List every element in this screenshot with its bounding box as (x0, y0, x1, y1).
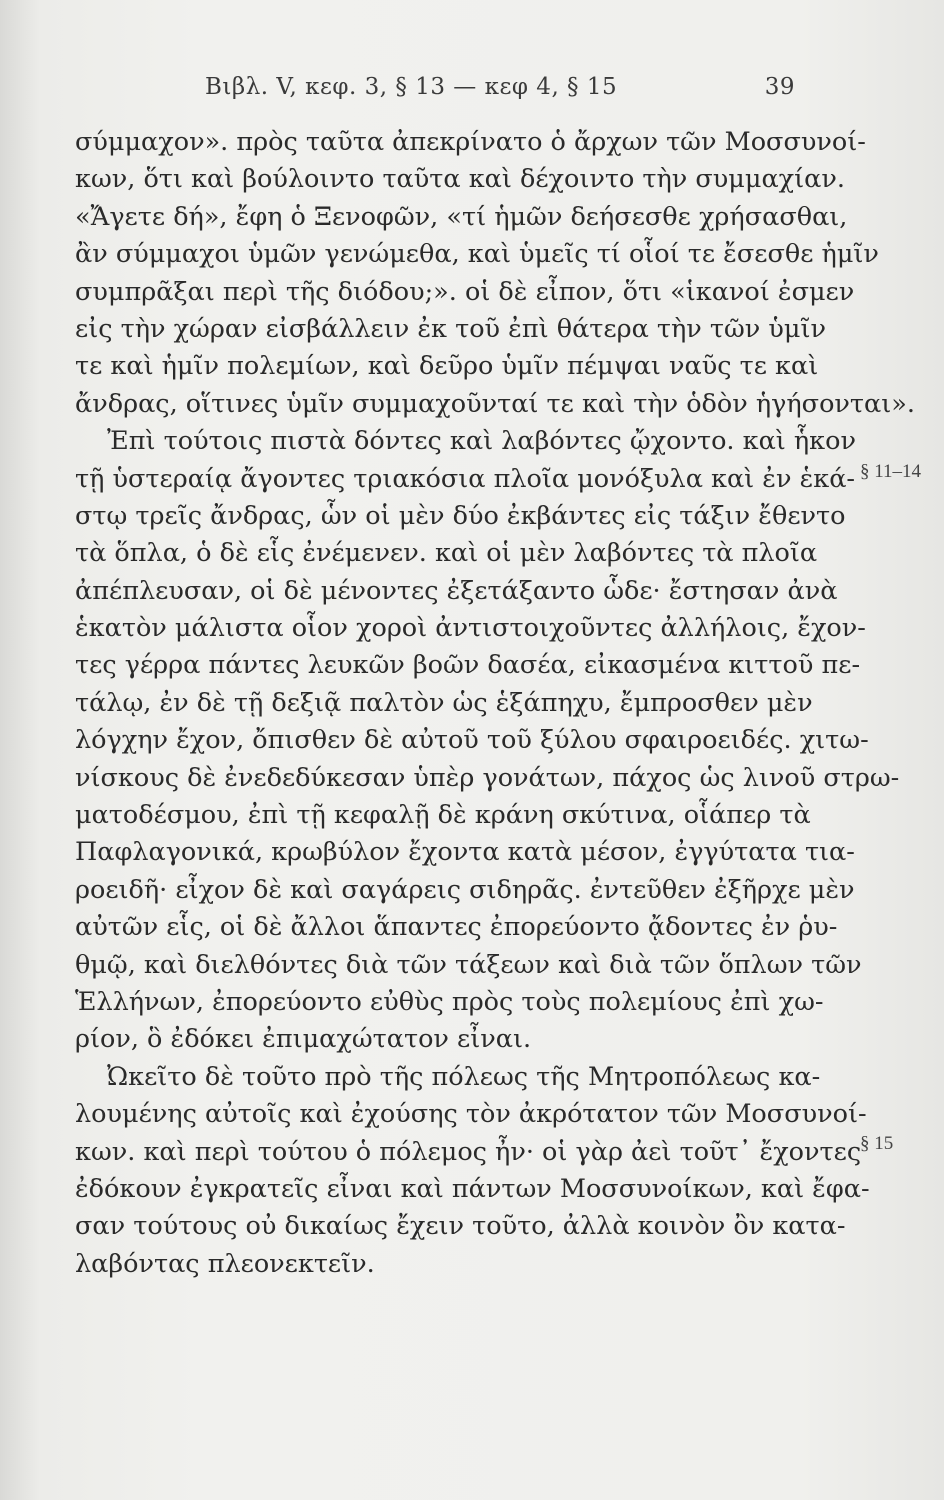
text-line: λαβόντας πλεονεκτεῖν. (75, 1248, 375, 1279)
text-line: ροειδῆ· εἶχον δὲ καὶ σαγάρεις σιδηρᾶς. ἐντεῦθεν ἐξῆρχε μὲν (75, 874, 855, 905)
text-line: λουμένης αὐτοῖς καὶ ἐχούσης τὸν ἀκρότατον τῶν Μοσσυνοί- (75, 1099, 867, 1130)
text-line: τε καὶ ἡμῖν πολεμίων, καὶ δεῦρο ὑμῖν πέμψαι ναῦς τε καὶ (75, 351, 819, 382)
text-line: τῇ ὑστεραίᾳ ἄγοντες τριακόσια πλοῖα μονόξυλα καὶ ἐν ἑκά- (75, 463, 856, 494)
text-line: στῳ τρεῖς ἄνδρας, ὧν οἱ μὲν δύο ἐκβάντες εἰς τάξιν ἔθεντο (75, 500, 846, 531)
text-line: ἀπέπλευσαν, οἱ δὲ μένοντες ἐξετάξαντο ὧδε· ἔστησαν ἀνὰ (75, 575, 838, 606)
running-head: Βιβλ. V, κεφ. 3, § 13 — κεφ 4, § 15 (205, 74, 618, 100)
text-line: ἄνδρας, οἵτινες ὑμῖν συμμαχοῦνταί τε καὶ τὴν ὁδὸν ἡγήσονται». (75, 388, 915, 419)
text-line: κων. καὶ περὶ τούτου ὁ πόλεμος ἦν· οἱ γὰρ ἀεὶ τοῦτ᾽ ἔχοντες (75, 1136, 862, 1167)
text-line: ἐδόκουν ἐγκρατεῖς εἶναι καὶ πάντων Μοσσυνοίκων, καὶ ἔφα- (75, 1173, 870, 1204)
text-line: νίσκους δὲ ἐνεδεδύκεσαν ὑπὲρ γονάτων, πάχος ὡς λινοῦ στρω- (75, 762, 900, 793)
margin-section-note: § 11–14 (860, 461, 922, 482)
text-line: «Ἄγετε δή», ἔφη ὁ Ξενοφῶν, «τί ἡμῶν δεήσεσθε χρήσασθαι, (75, 201, 848, 232)
margin-section-note: § 15 (860, 1133, 894, 1154)
text-line: ρίον, ὃ ἐδόκει ἐπιμαχώτατον εἶναι. (75, 1024, 532, 1055)
text-line: ἑκατὸν μάλιστα οἷον χοροὶ ἀντιστοιχοῦντες ἀλλήλοις, ἔχον- (75, 613, 866, 644)
text-line: λόγχην ἔχον, ὄπισθεν δὲ αὐτοῦ τοῦ ξύλου σφαιροειδές. χιτω- (75, 725, 869, 756)
text-line: τες γέρρα πάντες λευκῶν βοῶν δασέα, εἰκασμένα κιττοῦ πε- (75, 650, 861, 681)
text-line: ἂν σύμμαχοι ὑμῶν γενώμεθα, καὶ ὑμεῖς τί οἷοί τε ἔσεσθε ἡμῖν (75, 239, 879, 270)
text-line: τάλῳ, ἐν δὲ τῇ δεξιᾷ παλτὸν ὡς ἑξάπηχυ, ἔμπροσθεν μὲν (75, 687, 813, 718)
text-line: Παφλαγονικά, κρωβύλον ἔχοντα κατὰ μέσον, ἐγγύτατα τια- (75, 837, 855, 868)
text-line: κων, ὅτι καὶ βούλοιντο ταῦτα καὶ δέχοιντο τὴν συμμαχίαν. (75, 164, 845, 195)
paragraph-start-line: Ὠκεῖτο δὲ τοῦτο πρὸ τῆς πόλεως τῆς Μητροπόλεως κα- (107, 1061, 821, 1092)
text-line: τὰ ὅπλα, ὁ δὲ εἷς ἐνέμενεν. καὶ οἱ μὲν λαβόντες τὰ πλοῖα (75, 538, 818, 569)
text-line: ματοδέσμου, ἐπὶ τῇ κεφαλῇ δὲ κράνη σκύτινα, οἷάπερ τὰ (75, 800, 811, 831)
text-line: συμπρᾶξαι περὶ τῆς διόδου;». οἱ δὲ εἶπον, ὅτι «ἱκανοί ἐσμεν (75, 276, 855, 307)
text-line: Ἑλλήνων, ἐπορεύοντο εὐθὺς πρὸς τοὺς πολεμίους ἐπὶ χω- (75, 986, 824, 1017)
text-line: σύμμαχον». πρὸς ταῦτα ἀπεκρίνατο ὁ ἄρχων τῶν Μοσσυνοί- (75, 127, 866, 157)
text-line: σαν τούτους οὐ δικαίως ἔχειν τοῦτο, ἀλλὰ κοινὸν ὂν κατα- (75, 1211, 846, 1242)
page-number: 39 (764, 74, 795, 100)
text-line: αὐτῶν εἷς, οἱ δὲ ἄλλοι ἅπαντες ἐπορεύοντο ᾄδοντες ἐν ῥυ- (75, 912, 838, 943)
paragraph-start-line: Ἐπὶ τούτοις πιστὰ δόντες καὶ λαβόντες ᾤχοντο. καὶ ἧκον (107, 426, 856, 457)
running-header (205, 74, 795, 100)
text-line: θμῷ, καὶ διελθόντες διὰ τῶν τάξεων καὶ διὰ τῶν ὅπλων τῶν (75, 949, 862, 980)
text-line: εἰς τὴν χώραν εἰσβάλλειν ἐκ τοῦ ἐπὶ θάτερα τὴν τῶν ὑμῖν (75, 313, 826, 344)
